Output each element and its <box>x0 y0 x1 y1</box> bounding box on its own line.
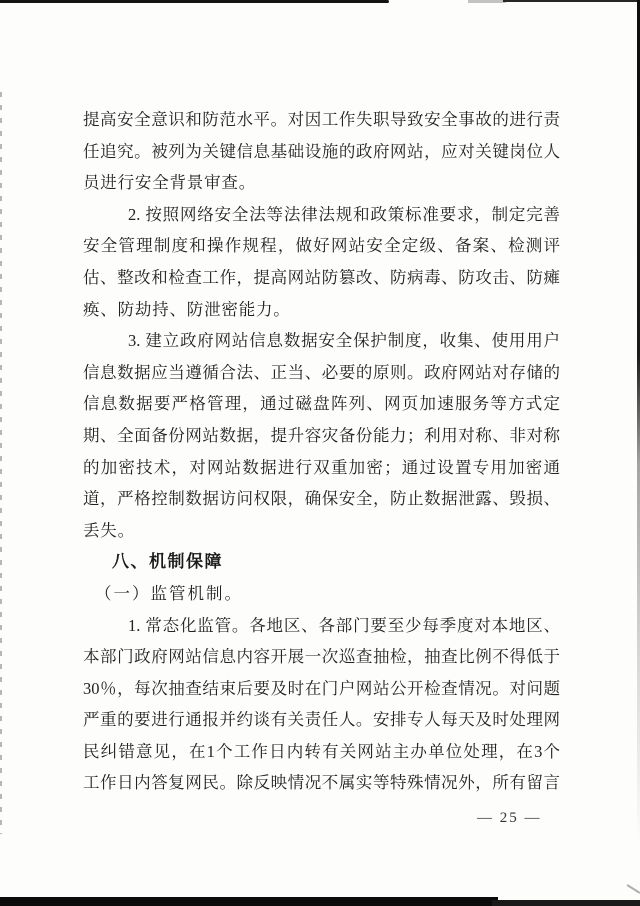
paragraph-1-routine-supervision <box>83 610 560 800</box>
text-line: 痪、防劫持、防泄密能力。 <box>83 299 291 319</box>
text-line: 信息数据应当遵循合法、正当、必要的原则。政府网站对存储的 <box>83 362 560 382</box>
text-line: 30％，每次抽查结束后要及时在门户网站公开检查情况。对问题 <box>83 678 560 698</box>
scan-edge-left <box>0 92 2 834</box>
scan-edge-bottom-right <box>492 900 640 906</box>
text-line: 道，严格控制数据访问权限，确保安全，防止数据泄露、毁损、 <box>83 489 560 509</box>
scan-edge-top-right <box>503 0 640 2</box>
text-line: （一）监管机制。 <box>95 583 243 603</box>
scan-edge-bottom <box>0 897 498 906</box>
paragraph-2-security-management <box>83 199 560 325</box>
scan-edge-top-left <box>0 0 389 3</box>
text-line: 3. 建立政府网站信息数据安全保护制度，收集、使用用户 <box>128 331 560 351</box>
text-line: 2. 按照网络安全法等法律法规和政策标准要求，制定完善 <box>128 204 560 224</box>
text-line: 本部门政府网站信息内容开展一次巡查抽检，抽查比例不得低于 <box>83 647 560 667</box>
text-line: 安全管理制度和操作规程，做好网站安全定级、备案、检测评 <box>83 236 560 256</box>
document-body <box>83 104 560 799</box>
text-line: 员进行安全背景审查。 <box>83 173 256 193</box>
text-line: 八、机制保障 <box>112 552 223 572</box>
paragraph-security-responsibility <box>83 104 560 199</box>
text-line: 1. 常态化监管。各地区、各部门要至少每季度对本地区、 <box>128 615 560 635</box>
subsection-heading-1-supervision-mechanism <box>83 578 560 610</box>
scan-corner-scratch <box>627 884 640 894</box>
text-line: 工作日内答复网民。除反映情况不属实等特殊情况外，所有留言 <box>83 773 560 793</box>
text-line: 提高安全意识和防范水平。对因工作失职导致安全事故的进行责 <box>83 110 560 129</box>
section-heading-8-mechanism-guarantee <box>83 546 560 578</box>
text-line: 民纠错意见，在1个工作日内转有关网站主办单位处理，在3个 <box>83 741 560 761</box>
text-line: 信息数据要严格管理，通过磁盘阵列、网页加速服务等方式定 <box>83 394 560 414</box>
text-line: 的加密技术，对网站数据进行双重加密；通过设置专用加密通 <box>83 457 560 477</box>
text-line: 期、全面备份网站数据，提升容灾备份能力；利用对称、非对称 <box>83 425 560 445</box>
scan-edge-top-smudge <box>468 0 506 3</box>
paragraph-3-data-protection <box>83 325 560 546</box>
page-number: — 25 — <box>477 810 542 826</box>
text-line: 丢失。 <box>83 520 135 540</box>
text-line: 严重的要进行通报并约谈有关责任人。安排专人每天及时处理网 <box>83 710 560 730</box>
text-line: 估、整改和检查工作，提高网站防篡改、防病毒、防攻击、防瘫 <box>83 267 560 287</box>
text-line: 任追究。被列为关键信息基础设施的政府网站，应对关键岗位人 <box>83 141 560 161</box>
